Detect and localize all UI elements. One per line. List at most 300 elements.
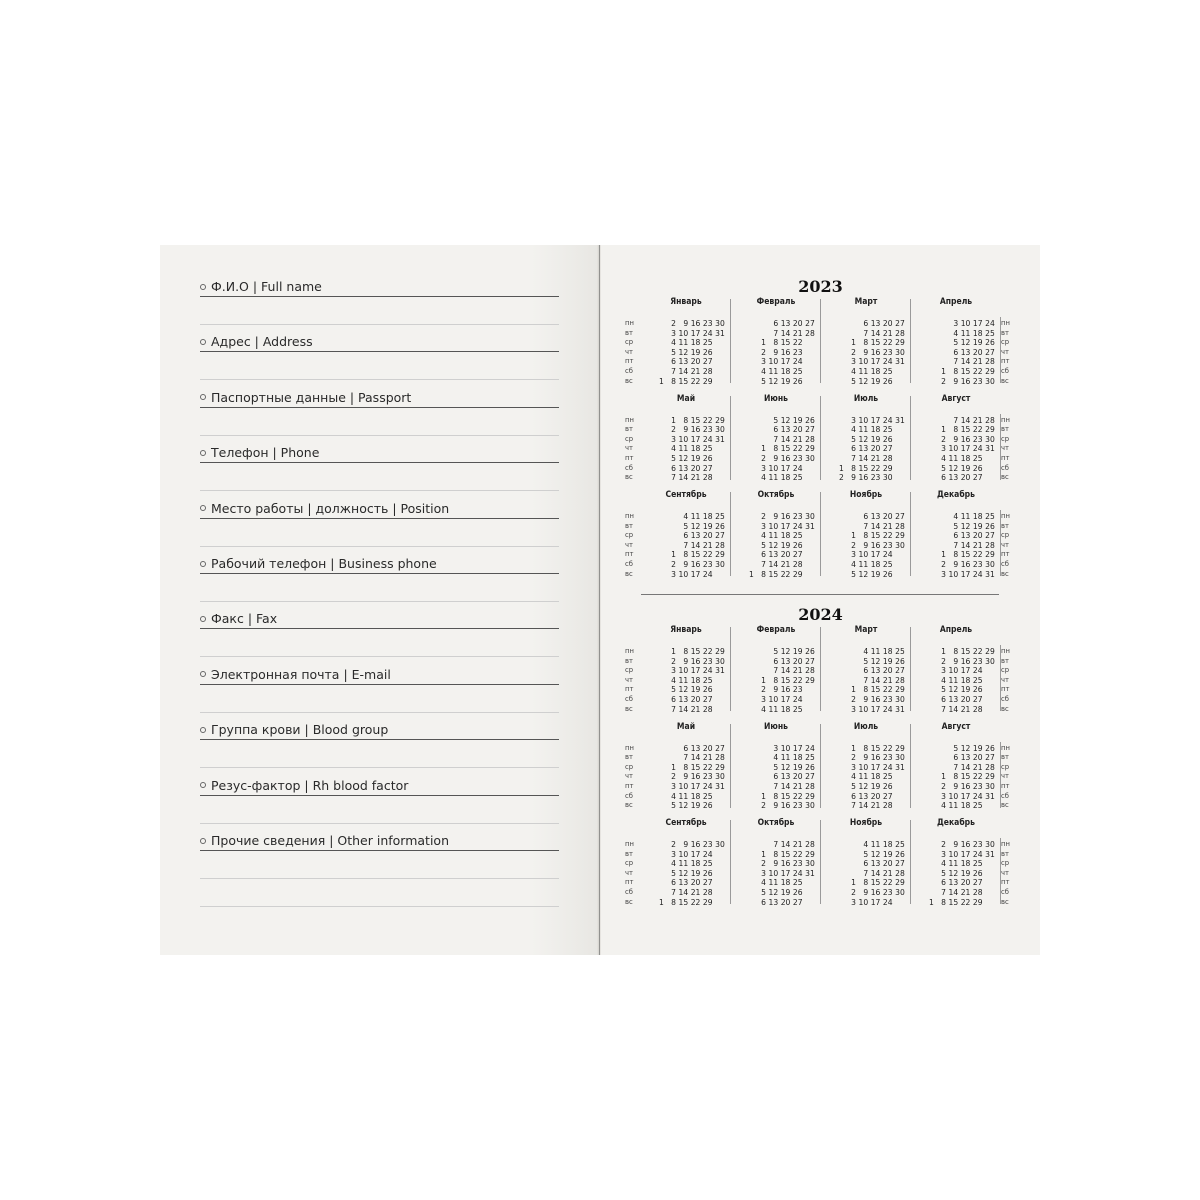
calendar-day: 21 xyxy=(882,868,893,878)
calendar-day: 12 xyxy=(870,849,881,859)
calendar-day: 21 xyxy=(882,675,893,685)
field-label xyxy=(200,833,449,849)
calendar-day: 20 xyxy=(972,347,983,357)
calendar-day: 18 xyxy=(972,512,983,521)
calendar-day: 12 xyxy=(678,868,689,878)
calendar-day: 8 xyxy=(683,762,689,772)
calendar-day: 17 xyxy=(870,897,881,907)
calendar-day: 1 xyxy=(941,647,946,656)
calendar-day: 10 xyxy=(678,569,689,579)
calendar-day: 16 xyxy=(690,319,701,328)
write-in-line[interactable] xyxy=(200,712,559,713)
weekday-label: пн xyxy=(1001,415,1010,424)
calendar-day: 29 xyxy=(702,376,713,386)
calendar-day: 18 xyxy=(780,531,791,541)
write-in-line[interactable] xyxy=(200,628,559,629)
weekday-label: вт xyxy=(625,753,633,762)
month-name: Январь xyxy=(670,297,702,307)
calendar-day: 8 xyxy=(953,647,959,656)
calendar-day: 27 xyxy=(972,878,983,888)
calendar-day: 20 xyxy=(960,878,971,888)
calendar-day: 25 xyxy=(792,473,803,483)
calendar-day: 10 xyxy=(948,666,959,676)
weekday-label: пн xyxy=(1001,840,1010,848)
calendar-day: 10 xyxy=(678,666,689,676)
calendar-day: 4 xyxy=(941,453,946,463)
calendar-day: 17 xyxy=(972,319,983,328)
calendar-day: 27 xyxy=(715,743,725,753)
calendar-day: 1 xyxy=(851,531,856,541)
bullet-icon xyxy=(200,339,206,345)
calendar-day: 2 xyxy=(671,772,676,782)
calendar-day: 15 xyxy=(678,897,689,907)
calendar-day: 4 xyxy=(953,328,959,338)
calendar-day: 20 xyxy=(882,859,893,869)
calendar-day: 25 xyxy=(882,772,893,782)
weekday-label: чт xyxy=(625,675,633,684)
calendar-day: 15 xyxy=(960,367,971,376)
calendar-day: 18 xyxy=(690,675,701,685)
calendar-day: 28 xyxy=(882,453,893,463)
calendar-day: 29 xyxy=(972,897,983,907)
right-page-calendar xyxy=(601,245,1040,955)
month-divider xyxy=(910,396,911,480)
calendar-day: 3 xyxy=(761,463,766,473)
calendar-day: 25 xyxy=(882,425,893,435)
weekday-label: пн xyxy=(1001,319,1010,327)
calendar-day: 1 xyxy=(851,878,856,888)
calendar-day: 13 xyxy=(780,319,791,328)
calendar-day: 17 xyxy=(960,666,971,676)
weekday-label: чт xyxy=(625,772,633,781)
calendar-day: 10 xyxy=(780,743,791,753)
calendar-day: 2 xyxy=(761,512,766,521)
calendar-day: 18 xyxy=(972,328,983,338)
month-divider xyxy=(730,820,731,904)
calendar-day: 3 xyxy=(671,849,676,859)
field-label xyxy=(200,722,388,738)
calendar-day: 27 xyxy=(985,531,995,541)
calendar-day: 2 xyxy=(851,540,856,550)
calendar-day: 11 xyxy=(870,840,881,849)
calendar-day: 25 xyxy=(895,840,905,849)
weekday-label: пн xyxy=(625,647,634,655)
weekday-label: вс xyxy=(625,569,633,578)
calendar-day: 18 xyxy=(882,647,893,656)
write-in-line[interactable] xyxy=(200,684,559,685)
calendar-day: 8 xyxy=(953,772,959,782)
calendar-day: 14 xyxy=(690,753,701,763)
write-in-line[interactable] xyxy=(200,379,559,380)
month-name: Декабрь xyxy=(936,490,975,500)
calendar-day: 10 xyxy=(858,704,869,714)
calendar-day: 22 xyxy=(702,415,713,425)
calendar-day: 24 xyxy=(702,849,713,859)
calendar-day: 19 xyxy=(690,347,701,357)
calendar-day: 7 xyxy=(773,781,779,791)
calendar-day: 25 xyxy=(702,444,713,454)
calendar-day: 23 xyxy=(792,347,803,357)
calendar-day: 14 xyxy=(960,762,971,772)
calendar-day: 11 xyxy=(678,791,689,801)
weekday-label: сб xyxy=(625,367,633,375)
weekday-label: ср xyxy=(625,859,634,868)
calendar-day: 16 xyxy=(690,772,701,782)
calendar-day: 7 xyxy=(851,453,856,463)
calendar-day: 18 xyxy=(960,801,971,811)
calendar-day: 28 xyxy=(805,328,815,338)
calendar-day: 20 xyxy=(960,695,971,704)
calendar-day: 18 xyxy=(792,753,803,763)
calendar-day: 9 xyxy=(851,473,856,483)
calendar-day: 25 xyxy=(715,512,725,521)
write-in-line[interactable] xyxy=(200,490,559,491)
write-in-line[interactable] xyxy=(200,795,559,796)
write-in-line[interactable] xyxy=(200,573,559,574)
calendar-day: 6 xyxy=(953,753,959,763)
field-label xyxy=(200,279,322,295)
calendar-day: 4 xyxy=(863,647,869,656)
weekday-label: пн xyxy=(625,743,634,752)
field-label-text: Группа крови | Blood group xyxy=(211,722,389,738)
calendar-day: 28 xyxy=(702,704,713,714)
calendar-day: 25 xyxy=(985,328,995,338)
weekday-label: вс xyxy=(625,473,633,482)
calendar-day: 24 xyxy=(882,415,893,425)
calendar-day: 9 xyxy=(773,453,779,463)
calendar-day: 5 xyxy=(851,434,856,444)
calendar-day: 1 xyxy=(761,849,766,859)
calendar-day: 12 xyxy=(948,463,959,473)
write-in-line[interactable] xyxy=(200,739,559,740)
write-in-line[interactable] xyxy=(200,546,559,547)
calendar-day: 11 xyxy=(870,647,881,656)
calendar-day: 23 xyxy=(870,473,881,483)
calendar-day: 15 xyxy=(780,849,791,859)
calendar-day: 4 xyxy=(941,859,946,869)
calendar-day: 16 xyxy=(780,453,791,463)
calendar-day: 3 xyxy=(761,357,766,367)
write-in-line[interactable] xyxy=(200,823,559,824)
write-in-line[interactable] xyxy=(200,656,559,657)
bullet-icon xyxy=(200,671,206,677)
calendar-day: 12 xyxy=(768,540,779,550)
calendar-day: 22 xyxy=(690,376,701,386)
calendar-day: 3 xyxy=(761,695,766,704)
calendar-day: 6 xyxy=(863,319,869,328)
calendar-day: 14 xyxy=(780,434,791,444)
calendar-day: 12 xyxy=(948,685,959,695)
calendar-day: 7 xyxy=(863,521,869,531)
calendar-day: 24 xyxy=(972,444,983,454)
calendar-day: 7 xyxy=(683,753,689,763)
calendar-day: 11 xyxy=(948,801,959,811)
calendar-day: 11 xyxy=(948,675,959,685)
write-in-line[interactable] xyxy=(200,878,559,879)
write-in-line[interactable] xyxy=(200,324,559,325)
calendar-day: 2 xyxy=(761,685,766,695)
year-title: 2024 xyxy=(798,605,843,624)
calendar-day: 22 xyxy=(690,897,701,907)
calendar-day: 3 xyxy=(851,550,856,560)
calendar-day: 23 xyxy=(972,560,983,569)
field-label-text: Прочие сведения | Other information xyxy=(211,833,450,848)
write-in-line[interactable] xyxy=(200,601,559,602)
calendar-day: 22 xyxy=(792,338,803,348)
calendar-day: 21 xyxy=(690,704,701,714)
calendar-day: 13 xyxy=(678,463,689,473)
calendar-day: 17 xyxy=(780,695,791,704)
month-divider xyxy=(910,299,911,383)
calendar-day: 29 xyxy=(895,685,905,695)
weekday-label: ср xyxy=(1001,434,1010,443)
calendar-day: 31 xyxy=(715,434,725,444)
calendar-day: 28 xyxy=(882,801,893,811)
calendar-day: 6 xyxy=(851,444,856,454)
month-divider xyxy=(820,627,821,711)
calendar-day: 13 xyxy=(768,897,779,907)
month-divider xyxy=(820,820,821,904)
calendar-day: 12 xyxy=(768,888,779,897)
calendar-day: 24 xyxy=(972,849,983,859)
field-label-text: Электронная почта | E-mail xyxy=(211,666,391,682)
calendar-day: 8 xyxy=(773,849,779,859)
calendar-day: 28 xyxy=(792,560,803,569)
month-divider xyxy=(1000,742,1001,808)
calendar-day: 13 xyxy=(858,444,869,454)
calendar-day: 31 xyxy=(985,569,995,579)
calendar-day: 6 xyxy=(671,463,676,473)
calendar-day: 25 xyxy=(882,560,893,569)
calendar-day: 23 xyxy=(882,347,893,357)
calendar-day: 4 xyxy=(851,560,856,569)
calendar-day: 22 xyxy=(882,685,893,695)
calendar-day: 15 xyxy=(780,338,791,348)
calendar-day: 30 xyxy=(805,859,815,869)
calendar-day: 8 xyxy=(773,675,779,685)
write-in-line[interactable] xyxy=(200,351,559,352)
calendar-day: 8 xyxy=(953,367,959,376)
weekday-label: пт xyxy=(1001,781,1010,790)
calendar-day: 30 xyxy=(895,753,905,763)
calendar-day: 7 xyxy=(671,704,676,714)
month-name: Август xyxy=(941,393,971,404)
calendar-day: 26 xyxy=(972,463,983,473)
calendar-day: 6 xyxy=(863,666,869,676)
write-in-line[interactable] xyxy=(200,435,559,436)
calendar-day: 27 xyxy=(895,666,905,676)
calendar-day: 18 xyxy=(780,473,791,483)
calendar-day: 16 xyxy=(690,656,701,666)
write-in-line[interactable] xyxy=(200,767,559,768)
weekday-label: ср xyxy=(625,762,634,771)
calendar-day: 16 xyxy=(858,473,869,483)
calendar-day: 6 xyxy=(773,656,779,666)
calendar-day: 20 xyxy=(960,473,971,483)
calendar-day: 8 xyxy=(671,376,676,386)
calendar-day: 26 xyxy=(882,781,893,791)
calendar-day: 19 xyxy=(870,376,881,386)
calendar-day: 9 xyxy=(863,753,869,763)
calendar-day: 27 xyxy=(895,859,905,869)
write-in-line[interactable] xyxy=(200,296,559,297)
calendar-day: 20 xyxy=(792,425,803,435)
field-label-text: Факс | Fax xyxy=(211,611,278,627)
calendar-day: 3 xyxy=(851,704,856,714)
calendar-day: 3 xyxy=(851,897,856,907)
calendar-day: 13 xyxy=(690,531,701,541)
calendar-day: 8 xyxy=(773,444,779,454)
calendar-day: 28 xyxy=(715,753,725,763)
calendar-day: 30 xyxy=(715,425,725,435)
weekday-label: чт xyxy=(625,540,633,549)
calendar-day: 1 xyxy=(941,367,946,376)
calendar-day: 31 xyxy=(985,791,995,801)
calendar-day: 20 xyxy=(972,753,983,763)
calendar-day: 16 xyxy=(960,781,971,791)
calendar-day: 22 xyxy=(792,791,803,801)
calendar-day: 6 xyxy=(941,878,946,888)
calendar-day: 14 xyxy=(948,888,959,897)
month-name: Июль xyxy=(853,393,879,404)
calendar-day: 29 xyxy=(715,415,725,425)
calendar-day: 19 xyxy=(882,849,893,859)
calendar-day: 22 xyxy=(882,531,893,541)
calendar-day: 16 xyxy=(960,434,971,444)
calendar-day: 18 xyxy=(690,444,701,454)
calendar-day: 8 xyxy=(773,791,779,801)
month-divider xyxy=(1000,317,1001,383)
calendar-day: 2 xyxy=(761,453,766,463)
calendar-day: 21 xyxy=(972,357,983,367)
calendar-day: 28 xyxy=(702,367,713,376)
calendar-day: 20 xyxy=(882,512,893,521)
calendar-day: 15 xyxy=(768,569,779,579)
calendar-day: 10 xyxy=(768,463,779,473)
calendar-day: 19 xyxy=(702,521,713,531)
calendar-day: 25 xyxy=(972,453,983,463)
calendar-day: 10 xyxy=(948,444,959,454)
calendar-day: 8 xyxy=(851,463,856,473)
calendar-day: 7 xyxy=(773,666,779,676)
calendar-day: 25 xyxy=(882,367,893,376)
bullet-icon xyxy=(200,284,206,290)
calendar-day: 4 xyxy=(773,753,779,763)
calendar-day: 1 xyxy=(838,463,844,473)
field-label-text: Паспортные данные | Passport xyxy=(211,389,412,405)
calendar-day: 7 xyxy=(671,473,676,483)
calendar-day: 21 xyxy=(972,540,983,550)
calendar-day: 7 xyxy=(773,434,779,444)
calendar-day: 21 xyxy=(792,328,803,338)
calendar-day: 26 xyxy=(805,415,815,425)
calendar-day: 26 xyxy=(702,868,713,878)
calendar-day: 22 xyxy=(972,550,983,560)
calendar-day: 20 xyxy=(702,531,713,541)
weekday-label: вт xyxy=(1001,328,1009,337)
calendar-day: 31 xyxy=(805,868,815,878)
calendar-day: 13 xyxy=(678,695,689,704)
calendar-day: 12 xyxy=(858,376,869,386)
weekday-label: пн xyxy=(1001,647,1010,655)
calendar-day: 4 xyxy=(671,675,676,685)
calendar-day: 26 xyxy=(972,868,983,878)
left-page xyxy=(160,245,597,955)
calendar-day: 1 xyxy=(928,897,934,907)
calendar-day: 7 xyxy=(773,328,779,338)
calendar-day: 17 xyxy=(780,463,791,473)
calendar-day: 27 xyxy=(702,878,713,888)
calendar-day: 1 xyxy=(671,647,676,656)
calendar-day: 12 xyxy=(678,347,689,357)
calendar-day: 29 xyxy=(805,675,815,685)
write-in-line[interactable] xyxy=(200,850,559,851)
field-label xyxy=(200,556,437,572)
calendar-day: 5 xyxy=(941,463,946,473)
calendar-day: 18 xyxy=(690,859,701,869)
write-in-line[interactable] xyxy=(200,407,559,408)
calendar-day: 27 xyxy=(805,772,815,782)
calendar-day: 4 xyxy=(761,531,766,541)
calendar-day: 21 xyxy=(882,328,893,338)
calendar-day: 20 xyxy=(882,666,893,676)
calendar-day: 29 xyxy=(895,878,905,888)
calendar-day: 27 xyxy=(805,656,815,666)
calendar-day: 7 xyxy=(863,868,869,878)
bullet-icon xyxy=(200,505,206,511)
calendar-day: 12 xyxy=(678,453,689,463)
calendar-day: 1 xyxy=(671,762,676,772)
month-name: Январь xyxy=(670,625,702,635)
calendar-day: 25 xyxy=(972,859,983,869)
weekday-label: вс xyxy=(625,897,633,906)
calendar-day: 2 xyxy=(671,319,676,328)
weekday-label: чт xyxy=(1001,540,1009,549)
calendar-day: 28 xyxy=(702,473,713,483)
write-in-line[interactable] xyxy=(200,906,559,907)
weekday-label: вт xyxy=(1001,656,1009,665)
calendar-day: 6 xyxy=(941,695,946,704)
write-in-line[interactable] xyxy=(200,518,559,519)
month-divider xyxy=(910,627,911,711)
calendar-day: 8 xyxy=(953,425,959,435)
weekday-label: вт xyxy=(625,849,633,858)
calendar-day: 16 xyxy=(870,540,881,550)
calendar-day: 7 xyxy=(683,540,689,550)
month-divider xyxy=(1000,838,1001,904)
weekday-label: сб xyxy=(625,695,633,703)
calendar-day: 28 xyxy=(895,868,905,878)
calendar-day: 15 xyxy=(780,791,791,801)
calendar-day: 27 xyxy=(985,347,995,357)
calendar-day: 7 xyxy=(671,888,676,897)
weekday-label: сб xyxy=(1001,560,1009,568)
calendar-day: 18 xyxy=(690,338,701,348)
calendar-day: 17 xyxy=(960,849,971,859)
calendar-day: 14 xyxy=(780,328,791,338)
calendar-day: 25 xyxy=(792,704,803,714)
calendar-day: 27 xyxy=(972,695,983,704)
calendar-day: 6 xyxy=(671,357,676,367)
calendar-day: 7 xyxy=(953,415,959,425)
calendar-day: 10 xyxy=(678,849,689,859)
write-in-line[interactable] xyxy=(200,462,559,463)
calendar-day: 20 xyxy=(972,531,983,541)
calendar-day: 21 xyxy=(960,888,971,897)
calendar-day: 29 xyxy=(715,762,725,772)
calendar-day: 6 xyxy=(671,695,676,704)
calendar-day: 29 xyxy=(805,791,815,801)
